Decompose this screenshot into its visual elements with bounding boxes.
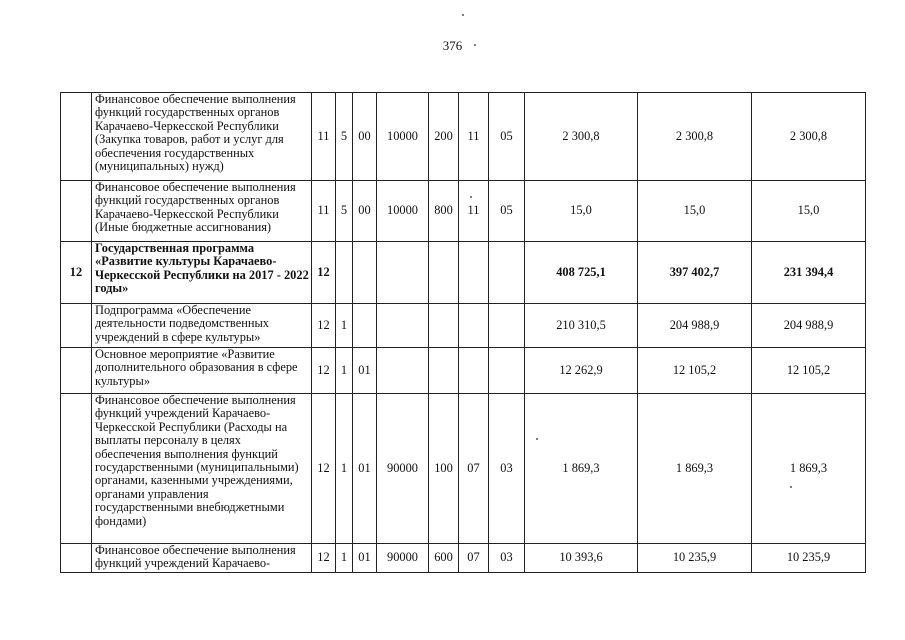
scan-speck bbox=[462, 14, 464, 16]
table-body bbox=[61, 93, 866, 573]
row-number-cell bbox=[61, 93, 92, 181]
table-row bbox=[61, 181, 866, 242]
code-expense-type-cell: 200 bbox=[429, 93, 459, 181]
row-number-cell bbox=[61, 348, 92, 394]
amount-year1-cell: 1 869,3 bbox=[525, 394, 638, 544]
code-expense-type-cell: 600 bbox=[429, 544, 459, 573]
code-program-cell: 12 bbox=[312, 394, 336, 544]
description-cell: Финансовое обеспечение выполнения функций государственных органов Карачаево-Черкесской Республики (Закупка товаров, работ и услуг для обеспечения государственных (муниципальных) нужд) bbox=[92, 93, 312, 181]
row-number-cell bbox=[61, 181, 92, 242]
code-section-cell bbox=[459, 242, 489, 304]
code-subsection-cell: 05 bbox=[489, 93, 525, 181]
code-subsection-cell bbox=[489, 304, 525, 348]
amount-year3-cell: 231 394,4 bbox=[752, 242, 866, 304]
code-direction-cell: 90000 bbox=[377, 544, 429, 573]
amount-year1-cell: 15,0 bbox=[525, 181, 638, 242]
code-direction-cell bbox=[377, 348, 429, 394]
code-direction-cell: 10000 bbox=[377, 181, 429, 242]
code-program-cell: 12 bbox=[312, 304, 336, 348]
code-subprogram-cell: 1 bbox=[336, 394, 353, 544]
code-subprogram-cell: 5 bbox=[336, 181, 353, 242]
row-number-cell bbox=[61, 394, 92, 544]
amount-year2-cell: 12 105,2 bbox=[638, 348, 752, 394]
code-event-cell: 00 bbox=[353, 181, 377, 242]
code-program-cell: 11 bbox=[312, 93, 336, 181]
code-section-cell: 07 bbox=[459, 544, 489, 573]
code-subsection-cell bbox=[489, 348, 525, 394]
amount-year1-cell: 408 725,1 bbox=[525, 242, 638, 304]
code-expense-type-cell bbox=[429, 348, 459, 394]
table-row bbox=[61, 348, 866, 394]
table-row bbox=[61, 93, 866, 181]
budget-table bbox=[60, 92, 866, 573]
row-number-cell bbox=[61, 544, 92, 573]
scan-speck bbox=[474, 44, 476, 46]
code-expense-type-cell bbox=[429, 304, 459, 348]
amount-year3-cell: 2 300,8 bbox=[752, 93, 866, 181]
code-event-cell: 01 bbox=[353, 544, 377, 573]
table-row bbox=[61, 242, 866, 304]
amount-year1-cell: 10 393,6 bbox=[525, 544, 638, 573]
amount-year3-cell: 204 988,9 bbox=[752, 304, 866, 348]
code-section-cell: 07 bbox=[459, 394, 489, 544]
amount-year2-cell: 10 235,9 bbox=[638, 544, 752, 573]
code-subsection-cell: 03 bbox=[489, 544, 525, 573]
amount-year3-cell: 10 235,9 bbox=[752, 544, 866, 573]
amount-year1-cell: 210 310,5 bbox=[525, 304, 638, 348]
code-subsection-cell bbox=[489, 242, 525, 304]
description-cell: Государственная программа «Развитие культуры Карачаево-Черкесской Республики на 2017 - 2022 годы» bbox=[92, 242, 312, 304]
amount-year2-cell: 15,0 bbox=[638, 181, 752, 242]
code-section-cell bbox=[459, 348, 489, 394]
amount-year3-cell: 15,0 bbox=[752, 181, 866, 242]
amount-year3-cell: 1 869,3 bbox=[752, 394, 866, 544]
page-number: 376 bbox=[442, 38, 463, 53]
description-cell: Финансовое обеспечение выполнения функций учреждений Карачаево- bbox=[92, 544, 312, 573]
amount-year2-cell: 2 300,8 bbox=[638, 93, 752, 181]
amount-year2-cell: 397 402,7 bbox=[638, 242, 752, 304]
code-subsection-cell: 05 bbox=[489, 181, 525, 242]
code-subprogram-cell: 1 bbox=[336, 544, 353, 573]
code-program-cell: 12 bbox=[312, 242, 336, 304]
amount-year1-cell: 12 262,9 bbox=[525, 348, 638, 394]
code-expense-type-cell bbox=[429, 242, 459, 304]
code-subprogram-cell: 5 bbox=[336, 93, 353, 181]
description-cell: Финансовое обеспечение выполнения функций учреждений Карачаево-Черкесской Республики (Расходы на выплаты персоналу в целях обеспечения выполнения функций государственными (муниципальными) органами, казенными учреждениями, органами управления государственными внебюджетными фондами) bbox=[92, 394, 312, 544]
code-direction-cell bbox=[377, 304, 429, 348]
description-cell: Основное мероприятие «Развитие дополнительного образования в сфере культуры» bbox=[92, 348, 312, 394]
code-direction-cell bbox=[377, 242, 429, 304]
code-section-cell bbox=[459, 304, 489, 348]
description-cell: Подпрограмма «Обеспечение деятельности подведомственных учреждений в сфере культуры» bbox=[92, 304, 312, 348]
code-subsection-cell: 03 bbox=[489, 394, 525, 544]
amount-year2-cell: 1 869,3 bbox=[638, 394, 752, 544]
code-event-cell bbox=[353, 304, 377, 348]
code-direction-cell: 90000 bbox=[377, 394, 429, 544]
code-event-cell: 00 bbox=[353, 93, 377, 181]
code-event-cell: 01 bbox=[353, 394, 377, 544]
row-number-cell bbox=[61, 304, 92, 348]
row-number-cell: 12 bbox=[61, 242, 92, 304]
code-expense-type-cell: 100 bbox=[429, 394, 459, 544]
amount-year1-cell: 2 300,8 bbox=[525, 93, 638, 181]
scan-speck bbox=[536, 438, 538, 440]
code-subprogram-cell bbox=[336, 242, 353, 304]
scan-speck bbox=[790, 486, 792, 488]
amount-year3-cell: 12 105,2 bbox=[752, 348, 866, 394]
code-program-cell: 12 bbox=[312, 544, 336, 573]
table-row bbox=[61, 394, 866, 544]
code-program-cell: 12 bbox=[312, 348, 336, 394]
table-row bbox=[61, 304, 866, 348]
table-row bbox=[61, 544, 866, 573]
amount-year2-cell: 204 988,9 bbox=[638, 304, 752, 348]
code-event-cell bbox=[353, 242, 377, 304]
code-section-cell: 11 bbox=[459, 181, 489, 242]
code-program-cell: 11 bbox=[312, 181, 336, 242]
code-direction-cell: 10000 bbox=[377, 93, 429, 181]
code-section-cell: 11 bbox=[459, 93, 489, 181]
code-subprogram-cell: 1 bbox=[336, 304, 353, 348]
scan-speck bbox=[470, 196, 472, 198]
code-expense-type-cell: 800 bbox=[429, 181, 459, 242]
code-subprogram-cell: 1 bbox=[336, 348, 353, 394]
code-event-cell: 01 bbox=[353, 348, 377, 394]
description-cell: Финансовое обеспечение выполнения функций государственных органов Карачаево-Черкесской Республики (Иные бюджетные ассигнования) bbox=[92, 181, 312, 242]
